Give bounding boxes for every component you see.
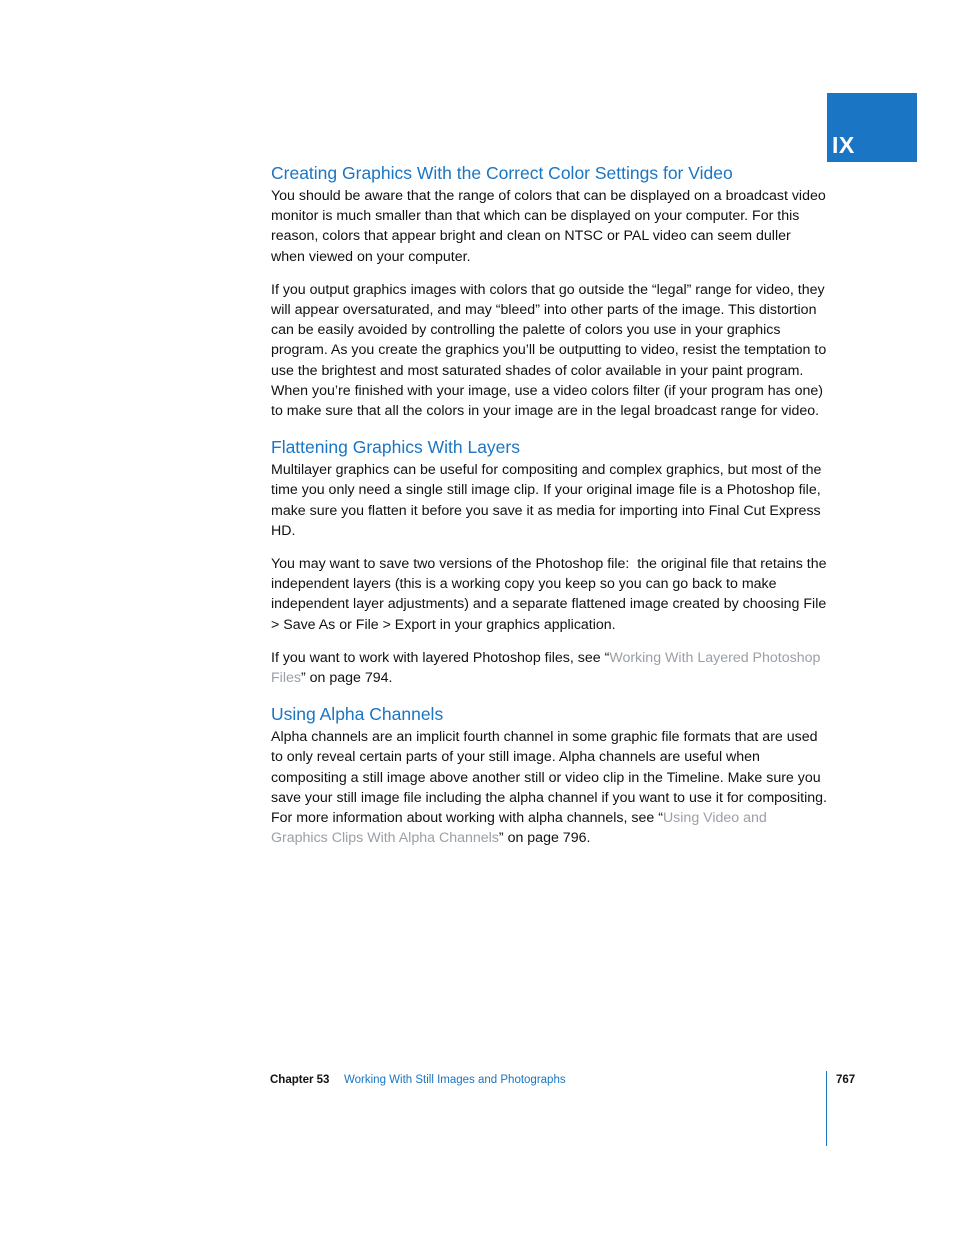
page-number: 767 (836, 1074, 856, 1086)
footer-chapter-title[interactable]: Working With Still Images and Photographs (344, 1074, 566, 1086)
body-paragraph: If you output graphics images with colors that go outside the “legal” range for video, they will appear oversaturated, and may “bleed” into other parts of the image. This distortion can be easily avoided by controlling the palette of colors you use in your graphics program. As you create the graphics you’ll be outputting to video, resist the temptation to use the brightest and most saturated shades of color available in your paint program. When you’re finished with your image, use a video colors filter (if your program has one) to make sure that all the colors in your image are in the legal broadcast range for video. (271, 281, 827, 420)
section-heading: Using Alpha Channels (271, 704, 444, 725)
body-paragraph (271, 727, 827, 848)
part-tab (827, 93, 917, 162)
footer-chapter-label: Chapter 53 (270, 1074, 330, 1086)
section-color-settings (271, 160, 827, 421)
body-paragraph: You may want to save two versions of the Photoshop file: the original file that retains the independent layers (this is a working copy you keep so you can go back to make independent layer adjustments) and a separate flattened image created by choosing File > Save As or File > Export in your graphics application. (271, 556, 827, 633)
section-heading: Flattening Graphics With Layers (271, 437, 520, 458)
body-paragraph: Multilayer graphics can be useful for compositing and complex graphics, but most of the time you only need a single still image clip. If your original image file is a Photoshop file, make sure you flatten it before you save it as media for importing into Final Cut Express HD. (271, 462, 822, 539)
section-flattening-layers (271, 434, 827, 688)
xref-text-after: ” on page 796. (498, 830, 591, 847)
xref-link-layered-photoshop[interactable]: Working With Layered Photoshop Files (271, 649, 821, 687)
xref-link-alpha-channels[interactable]: Using Video and Graphics Clips With Alpha Channels (271, 810, 767, 847)
section-heading: Creating Graphics With the Correct Color Settings for Video (271, 163, 733, 183)
xref-text-before: Alpha channels are an implicit fourth channel in some graphic file formats that are used to only reveal certain parts of your still image. Alpha channels are useful when compositing a still image above another still or video clip in the Timeline. Make sure you save your still image file including the alpha channel if you want to use it for compositing. For more information about working with alpha channels, see “ (271, 729, 827, 827)
xref-text-after: ” on page 794. (300, 670, 393, 687)
part-tab-label: IX (832, 132, 855, 158)
section-alpha-channels (271, 701, 827, 848)
xref-text-before: If you want to work with layered Photoshop files, see “ (271, 649, 610, 666)
body-paragraph (271, 648, 827, 688)
page-content (271, 160, 827, 861)
body-paragraph: You should be aware that the range of colors that can be displayed on a broadcast video monitor is much smaller than that which can be displayed on your computer. For this reason, colors that appear bright and clean on NTSC or PAL video can seem duller when viewed on your computer. (271, 188, 826, 265)
footer-divider (826, 1071, 827, 1146)
